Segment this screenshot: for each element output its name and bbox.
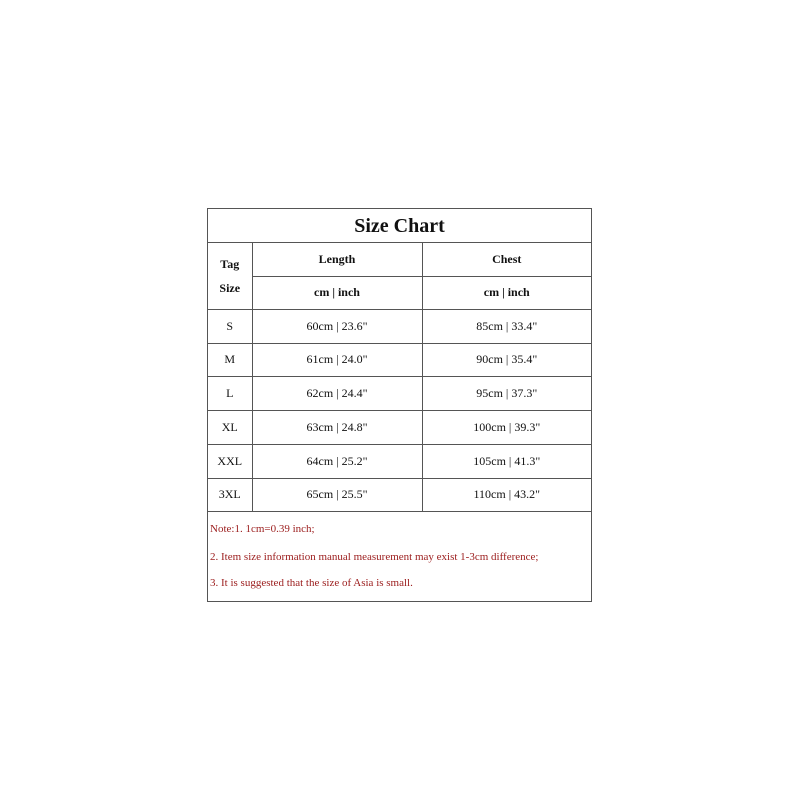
note-line-3: 3. It is suggested that the size of Asia is small. <box>210 577 413 589</box>
size-cell: 3XL <box>208 478 252 511</box>
table-row <box>208 343 591 376</box>
size-cell: M <box>208 343 252 376</box>
size-table <box>208 243 591 512</box>
chest-unit-header: cm | inch <box>422 276 591 309</box>
size-cell: S <box>208 309 252 343</box>
chest-cell: 110cm | 43.2" <box>422 478 591 511</box>
table-row <box>208 309 591 343</box>
chest-cell: 85cm | 33.4" <box>422 309 591 343</box>
length-header: Length <box>252 243 422 276</box>
size-cell: XL <box>208 410 252 444</box>
size-chart <box>207 208 592 602</box>
table-row <box>208 376 591 410</box>
tag-size-line2: Size <box>219 280 241 295</box>
chest-cell: 100cm | 39.3" <box>422 410 591 444</box>
length-cell: 61cm | 24.0" <box>252 343 422 376</box>
length-cell: 64cm | 25.2" <box>252 444 422 478</box>
chest-cell: 105cm | 41.3" <box>422 444 591 478</box>
length-cell: 65cm | 25.5" <box>252 478 422 511</box>
table-row <box>208 444 591 478</box>
length-cell: 60cm | 23.6" <box>252 309 422 343</box>
chart-title: Size Chart <box>208 209 591 243</box>
chest-cell: 90cm | 35.4" <box>422 343 591 376</box>
length-cell: 62cm | 24.4" <box>252 376 422 410</box>
size-cell: XXL <box>208 444 252 478</box>
table-row <box>208 410 591 444</box>
size-cell: L <box>208 376 252 410</box>
table-row <box>208 478 591 511</box>
note-line-1: Note:1. 1cm=0.39 inch; <box>210 523 315 535</box>
length-unit-header: cm | inch <box>252 276 422 309</box>
length-cell: 63cm | 24.8" <box>252 410 422 444</box>
tag-size-header <box>208 243 252 309</box>
chest-cell: 95cm | 37.3" <box>422 376 591 410</box>
tag-size-line1: Tag <box>220 256 240 271</box>
note-line-2: 2. Item size information manual measurement may exist 1-3cm difference; <box>210 551 539 563</box>
chest-header: Chest <box>422 243 591 276</box>
